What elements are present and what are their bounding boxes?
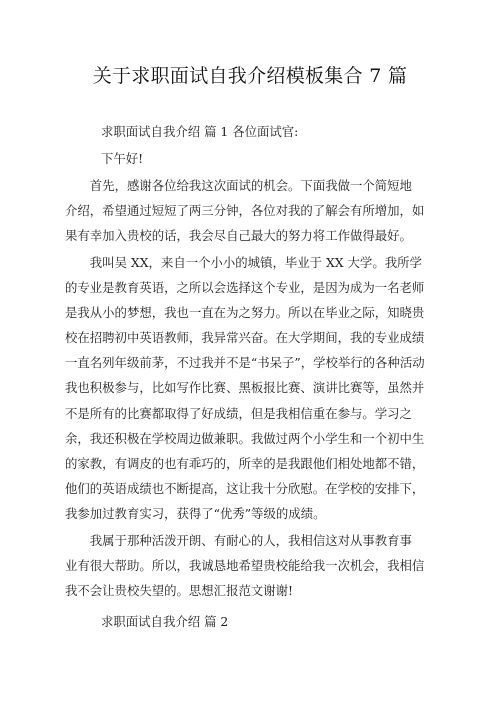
paragraph-line: 我不会让贵校失望的。思想汇报范文谢谢!: [65, 583, 294, 599]
paragraph-line: 我叫吴 XX，来自一个小小的城镇，毕业于 XX 大学。我所学: [89, 255, 422, 270]
paragraph-line: 的专业是教育英语，之所以会选择这个专业，是因为成为一名老师: [65, 280, 425, 296]
paragraph-line: 的家教，有调皮的也有乖巧的，所幸的是我跟他们相处地都不错，: [65, 455, 425, 471]
greeting-text: 下午好!: [101, 151, 144, 166]
paragraph-line: 果有幸加入贵校的话，我会尽自己最大的努力将工作做得最好。: [65, 228, 412, 244]
paragraph-line: 介绍，希望通过短短了两三分钟，各位对我的了解会有所增加，如: [65, 203, 425, 219]
paragraph-closing: [65, 528, 435, 603]
paragraph-intro: [65, 173, 435, 248]
paragraph-line: 一直名列年级前茅，不过我并不是“书呆子”，学校举行的各种活动: [65, 355, 425, 371]
paragraph-line: 校在招聘初中英语教师，我异常兴奋。在大学期间，我的专业成绩: [65, 330, 425, 346]
paragraph-line: 他们的英语成绩也不断提高，这让我十分欣慰。在学校的安排下，: [65, 480, 425, 496]
greeting: [65, 146, 435, 171]
document-title: 关于求职面试自我介绍模板集合 7 篇: [92, 65, 408, 87]
paragraph-line: 我参加过教育实习，获得了“优秀”等级的成绩。: [65, 505, 326, 521]
paragraph-line: 首先，感谢各位给我这次面试的机会。下面我做一个简短地: [89, 178, 412, 193]
paragraph-line: 业有很大帮助。所以，我诚恳地希望贵校能给我一次机会，我相信: [65, 558, 425, 574]
section-heading-text: 求职面试自我介绍 篇 2: [101, 614, 229, 629]
paragraph-line: 是我从小的梦想，我也一直在为之努力。所以在毕业之际，知晓贵: [65, 305, 425, 321]
section-heading-text: 求职面试自我介绍 篇 1 各位面试官:: [101, 124, 299, 139]
paragraph-line: 余，我还积极在学校周边做兼职。我做过两个小学生和一个初中生: [65, 430, 425, 446]
paragraph-background: [65, 250, 435, 526]
paragraph-line: 不是所有的比赛都取得了好成绩，但是我相信重在参与。学习之: [65, 405, 412, 421]
paragraph-line: 我属于那种活泼开朗、有耐心的人，我相信这对从事教育事: [89, 533, 412, 548]
section-heading-2: [65, 609, 435, 634]
paragraph-line: 我也积极参与，比如写作比赛、黑板报比赛、演讲比赛等，虽然并: [65, 380, 425, 396]
section-heading-1: [65, 119, 435, 144]
